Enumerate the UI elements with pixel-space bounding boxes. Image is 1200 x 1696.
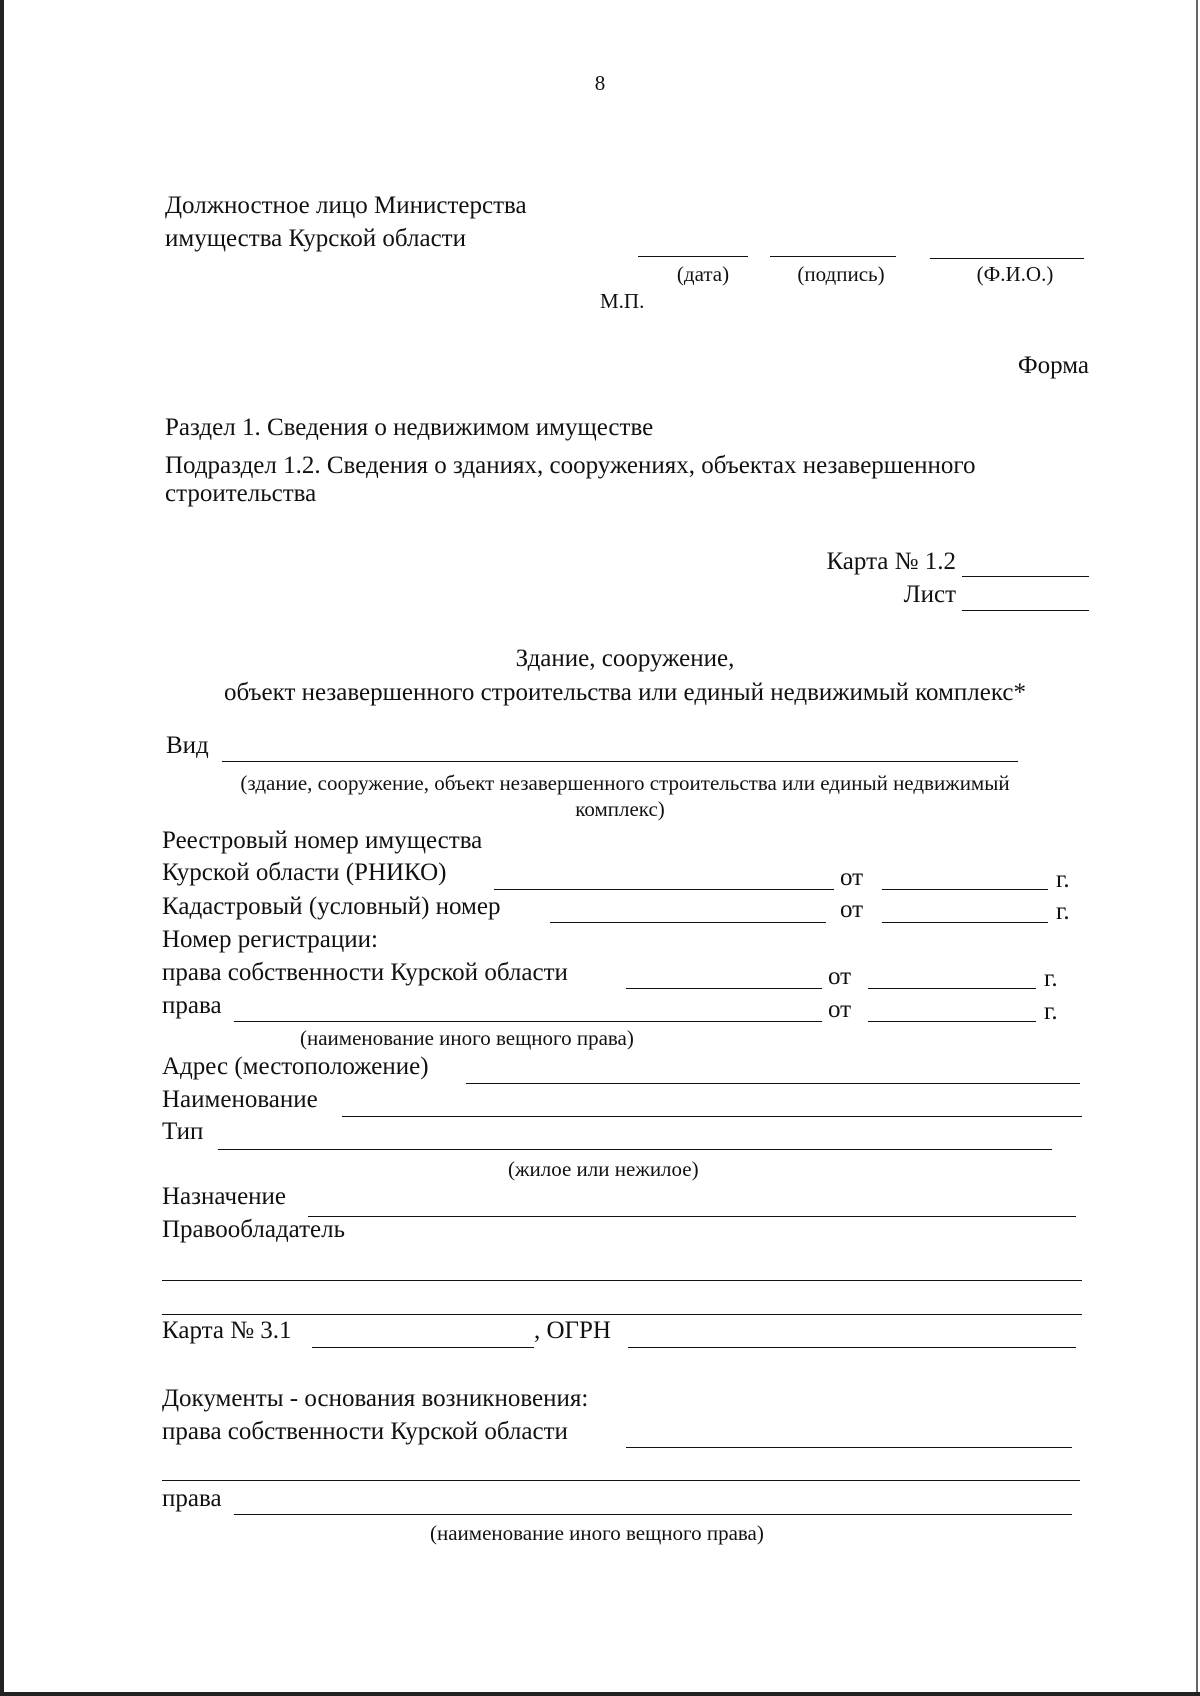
official-title-line1: Должностное лицо Министерства [165,192,527,219]
official-title-line2: имущества Курской области [165,225,466,252]
kind-line[interactable] [222,761,1018,762]
right-label: права [162,992,222,1019]
address-label: Адрес (местоположение) [162,1053,429,1080]
card31-line[interactable] [312,1347,534,1348]
registry-from-label: от [840,864,864,891]
doc-ownership-label: права собственности Курской области [162,1418,568,1445]
heading-line2: объект незавершенного строительства или единый недвижимый комплекс* [224,679,1026,706]
holder-line2[interactable] [162,1314,1082,1315]
heading-line1: Здание, сооружение, [515,645,735,672]
right-date-line[interactable] [868,1021,1036,1022]
name-line[interactable] [930,258,1084,259]
name-caption: (Ф.И.О.) [976,262,1054,286]
ownership-right-line[interactable] [626,988,822,989]
section-subtitle-line2: строительства [165,480,317,507]
kind-hint-line2: комплекс) [575,797,665,821]
kind-label: Вид [166,732,209,759]
cadastral-from-label: от [840,896,864,923]
doc-ownership-line2[interactable] [162,1480,1080,1481]
cadastral-year-label: г. [1056,898,1070,925]
page-number: 8 [594,71,606,95]
registry-label-line1: Реестровый номер имущества [162,827,483,854]
date-line[interactable] [638,256,748,257]
sheet-label: Лист [903,581,956,608]
page-edge-bottom [0,1692,1200,1696]
registry-label-line2: Курской области (РНИКО) [162,859,447,886]
form-label: Форма [1017,352,1089,379]
doc-right-line[interactable] [234,1514,1072,1515]
ogrn-label: , ОГРН [534,1317,611,1344]
ownership-from-label: от [828,963,852,990]
right-year-label: г. [1044,998,1058,1025]
stamp-caption: М.П. [600,289,645,313]
cadastral-date-line[interactable] [882,922,1048,923]
doc-ownership-line[interactable] [626,1447,1072,1448]
kind-hint-line1: (здание, сооружение, объект незавершенного строительства или единый недвижимый [240,771,1010,795]
registry-date-line[interactable] [882,889,1048,890]
cadastral-label: Кадастровый (условный) номер [162,893,501,920]
sheet-number-line[interactable] [962,610,1089,611]
purpose-label: Назначение [162,1183,287,1210]
page-edge-left [0,0,4,1696]
type-line[interactable] [218,1149,1052,1150]
holder-line1[interactable] [162,1280,1082,1281]
purpose-line[interactable] [308,1216,1076,1217]
name-label: Наименование [162,1086,318,1113]
name-field-line[interactable] [342,1116,1082,1117]
cadastral-number-line[interactable] [550,922,826,923]
address-line[interactable] [466,1083,1080,1084]
ownership-year-label: г. [1044,965,1058,992]
registry-number-line[interactable] [494,889,834,890]
page-edge-right [1196,0,1198,1696]
holder-label: Правообладатель [162,1216,346,1243]
card31-label: Карта № 3.1 [162,1317,292,1344]
type-label: Тип [162,1118,204,1145]
ogrn-line[interactable] [628,1347,1076,1348]
doc-right-hint: (наименование иного вещного права) [430,1521,764,1545]
right-from-label: от [828,996,852,1023]
documents-label: Документы - основания возникновения: [162,1385,589,1412]
doc-right-label: права [162,1485,222,1512]
ownership-date-line[interactable] [868,988,1036,989]
ownership-right-label: права собственности Курской области [162,959,568,986]
other-right-hint: (наименование иного вещного права) [300,1026,634,1050]
registry-year-label: г. [1056,866,1070,893]
right-line[interactable] [234,1021,822,1022]
signature-line[interactable] [770,256,896,257]
date-caption: (дата) [676,262,730,286]
card-label: Карта № 1.2 [826,548,956,575]
section-title: Раздел 1. Сведения о недвижимом имуществе [165,414,654,441]
signature-caption: (подпись) [797,262,885,286]
section-subtitle-line1: Подраздел 1.2. Сведения о зданиях, сооружениях, объектах незавершенного [165,452,976,479]
registration-label: Номер регистрации: [162,926,378,953]
card-number-line[interactable] [962,576,1089,577]
type-hint: (жилое или нежилое) [508,1157,699,1181]
